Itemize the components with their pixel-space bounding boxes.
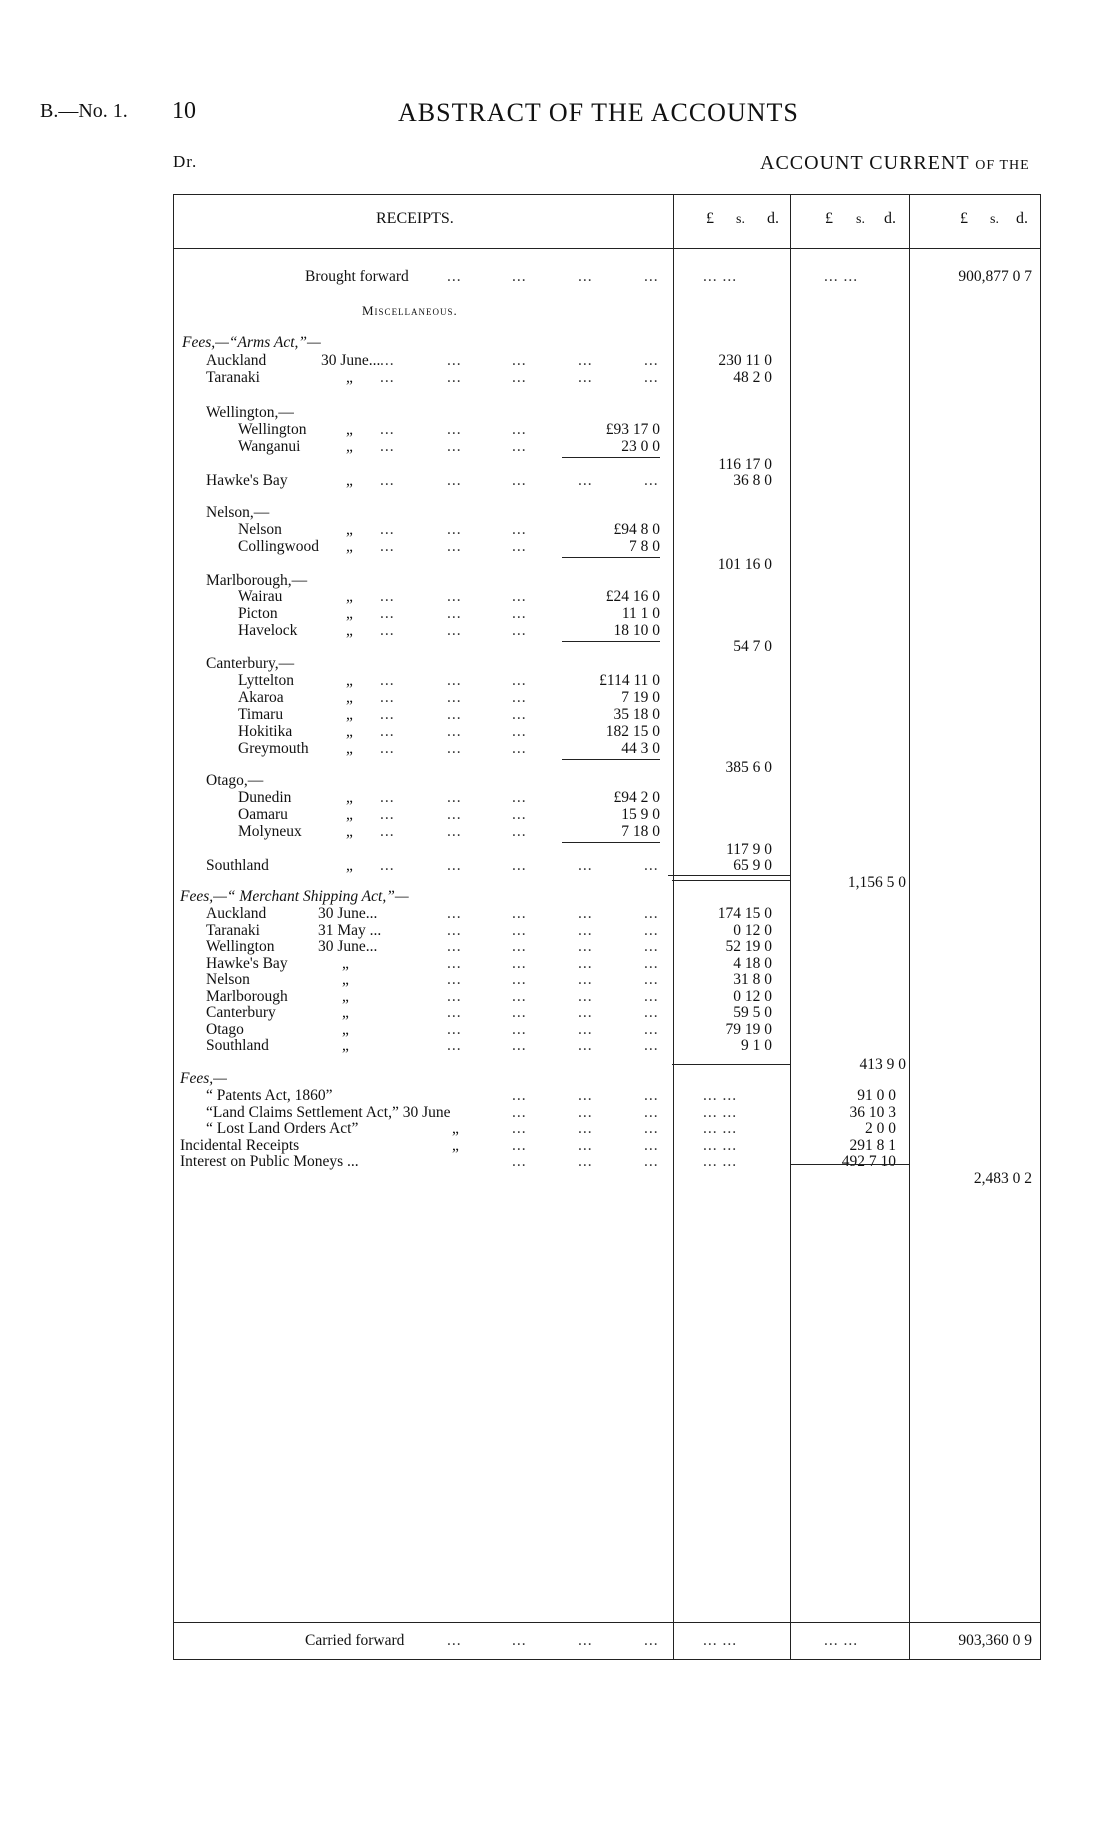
col3-pound-heading: £ bbox=[960, 210, 968, 227]
miscellaneous-heading: Miscellaneous. bbox=[362, 303, 458, 318]
cell: ... bbox=[447, 352, 462, 369]
cell: ... bbox=[512, 605, 527, 622]
group-item-amount: £94 2 0 bbox=[613, 789, 660, 806]
cell: ... ... bbox=[703, 1120, 738, 1137]
col3-pence-heading: d. bbox=[1016, 210, 1028, 227]
group-item-name: Wairau bbox=[238, 588, 283, 605]
southland-name: Southland bbox=[206, 857, 269, 874]
cell: „ bbox=[346, 740, 353, 757]
cell: ... bbox=[447, 823, 462, 840]
cell: ... bbox=[512, 706, 527, 723]
arms-row-amount: 48 2 0 bbox=[733, 369, 772, 386]
group-total: 385 6 0 bbox=[725, 759, 772, 776]
cell: ... bbox=[512, 723, 527, 740]
cell: ... bbox=[447, 605, 462, 622]
fee-row-amount: 2 0 0 bbox=[865, 1120, 896, 1137]
merchant-row-amount: 31 8 0 bbox=[733, 971, 772, 988]
cell: ... bbox=[512, 955, 527, 972]
cell: ... bbox=[380, 521, 395, 538]
cell: ... bbox=[380, 622, 395, 639]
cell: ... bbox=[644, 1104, 659, 1121]
merchant-row-date: „ bbox=[342, 1037, 349, 1054]
cell: ... bbox=[447, 438, 462, 455]
fee-row-date: „ bbox=[452, 1120, 459, 1137]
cell: ... ... bbox=[703, 1104, 738, 1121]
cell: ... bbox=[644, 955, 659, 972]
arms-row-name: Taranaki bbox=[206, 369, 260, 386]
cell: ... bbox=[512, 1021, 527, 1038]
cell: „ bbox=[346, 421, 353, 438]
arms-total-rule bbox=[672, 880, 790, 881]
fee-row-name: Interest on Public Moneys ... bbox=[180, 1153, 359, 1170]
cell: ... ... bbox=[703, 1087, 738, 1104]
merchant-row-name: Marlborough bbox=[206, 988, 288, 1005]
group-item-name: Wanganui bbox=[238, 438, 301, 455]
cell: ... bbox=[380, 740, 395, 757]
merchant-row-amount: 52 19 0 bbox=[725, 938, 772, 955]
group-item-name: Molyneux bbox=[238, 823, 302, 840]
cell: ... bbox=[447, 789, 462, 806]
fee-row-amount: 36 10 3 bbox=[849, 1104, 896, 1121]
carried-forward-label: Carried forward bbox=[305, 1632, 405, 1649]
fee-row-name: Incidental Receipts bbox=[180, 1137, 300, 1154]
cell: ... bbox=[512, 588, 527, 605]
group-total: 54 7 0 bbox=[733, 638, 772, 655]
cell: ... bbox=[644, 1087, 659, 1104]
cell: ... bbox=[512, 740, 527, 757]
merchant-row-date: „ bbox=[342, 1021, 349, 1038]
cell: ... bbox=[512, 823, 527, 840]
subtotal-rule bbox=[562, 557, 660, 558]
group-item-amount: 7 19 0 bbox=[621, 689, 660, 706]
cell: ... bbox=[447, 723, 462, 740]
cell: ... bbox=[512, 421, 527, 438]
cell: ... bbox=[380, 806, 395, 823]
cell: ... bbox=[512, 789, 527, 806]
cell: „ bbox=[346, 472, 353, 489]
group-item-name: Collingwood bbox=[238, 538, 319, 555]
cell: „ bbox=[346, 857, 353, 874]
cell: ... bbox=[380, 472, 395, 489]
cell: ... bbox=[512, 857, 527, 874]
cell: „ bbox=[346, 823, 353, 840]
fee-row-name: “ Lost Land Orders Act” bbox=[206, 1120, 359, 1137]
cell: ... bbox=[447, 672, 462, 689]
hawkes-bay-amount: 36 8 0 bbox=[733, 472, 772, 489]
hawkes-bay-name: Hawke's Bay bbox=[206, 472, 288, 489]
column-divider-3 bbox=[909, 194, 910, 1659]
merchant-row-name: Taranaki bbox=[206, 922, 260, 939]
cell: „ bbox=[346, 605, 353, 622]
cell: ... bbox=[644, 1004, 659, 1021]
group-heading: Wellington,— bbox=[206, 404, 294, 421]
cell: ... bbox=[380, 538, 395, 555]
cell: ... bbox=[380, 605, 395, 622]
cell: ... bbox=[380, 672, 395, 689]
merchant-row-date: „ bbox=[342, 971, 349, 988]
cell: „ bbox=[346, 521, 353, 538]
merchant-row-date: „ bbox=[342, 988, 349, 1005]
cell: ... bbox=[578, 1004, 593, 1021]
brought-forward-amount: 900,877 0 7 bbox=[958, 268, 1032, 285]
fee-row-amount: 492 7 10 bbox=[841, 1153, 896, 1170]
cell: ... ... bbox=[703, 1153, 738, 1170]
merchant-shipping-total: 413 9 0 bbox=[859, 1056, 906, 1073]
cell: ... bbox=[512, 438, 527, 455]
carried-forward-amount: 903,360 0 9 bbox=[958, 1632, 1032, 1649]
cell: ... bbox=[644, 922, 659, 939]
fee-row-name: “ Patents Act, 1860” bbox=[206, 1087, 333, 1104]
cell: ... bbox=[512, 1037, 527, 1054]
cell: ... bbox=[512, 971, 527, 988]
misc-total-rule bbox=[790, 1164, 909, 1165]
merchant-shipping-heading: Fees,—“ Merchant Shipping Act,”— bbox=[180, 888, 409, 905]
group-item-amount: £24 16 0 bbox=[605, 588, 660, 605]
merchant-row-amount: 0 12 0 bbox=[733, 988, 772, 1005]
cell: ... bbox=[380, 352, 395, 369]
group-item-amount: 18 10 0 bbox=[613, 622, 660, 639]
cell: ... bbox=[512, 622, 527, 639]
group-item-amount: £114 11 0 bbox=[599, 672, 660, 689]
cell: ... bbox=[578, 1021, 593, 1038]
cell: ... bbox=[380, 421, 395, 438]
cell: ... bbox=[578, 369, 593, 386]
cell: ... bbox=[578, 988, 593, 1005]
group-item-amount: £94 8 0 bbox=[613, 521, 660, 538]
cell: ... bbox=[578, 1137, 593, 1154]
miscellaneous-total: 2,483 0 2 bbox=[973, 1170, 1032, 1187]
arms-row-date: „ bbox=[346, 369, 353, 386]
page-title: ABSTRACT OF THE ACCOUNTS bbox=[398, 98, 799, 127]
subtotal-rule bbox=[562, 759, 660, 760]
cell: ... bbox=[380, 723, 395, 740]
footer-rule bbox=[173, 1622, 1040, 1623]
merchant-row-name: Otago bbox=[206, 1021, 244, 1038]
fee-row-amount: 91 0 0 bbox=[857, 1087, 896, 1104]
cell: ... bbox=[512, 1087, 527, 1104]
cell: „ bbox=[346, 538, 353, 555]
cell: „ bbox=[346, 806, 353, 823]
cell: ... bbox=[447, 857, 462, 874]
cell: ... bbox=[644, 988, 659, 1005]
col3-shilling-heading: s. bbox=[990, 212, 999, 227]
group-item-name: Lyttelton bbox=[238, 672, 294, 689]
cell: ... bbox=[512, 1137, 527, 1154]
document-reference: B.—No. 1. bbox=[40, 100, 128, 122]
cell: ... bbox=[578, 1120, 593, 1137]
cell: ... bbox=[512, 1153, 527, 1170]
group-total: 116 17 0 bbox=[718, 456, 772, 473]
cell: ... bbox=[578, 472, 593, 489]
merchant-row-name: Canterbury bbox=[206, 1004, 276, 1021]
merchant-row-name: Hawke's Bay bbox=[206, 955, 288, 972]
merchant-row-amount: 79 19 0 bbox=[725, 1021, 772, 1038]
cell: ... bbox=[512, 369, 527, 386]
arms-row-name: Auckland bbox=[206, 352, 267, 369]
cell: ... bbox=[447, 988, 462, 1005]
cell: ... bbox=[447, 369, 462, 386]
cell: „ bbox=[346, 588, 353, 605]
fees-heading: Fees,— bbox=[180, 1070, 227, 1087]
subtotal-rule bbox=[562, 842, 660, 843]
cell: ... bbox=[512, 472, 527, 489]
cell: ... bbox=[578, 971, 593, 988]
cell: ... bbox=[578, 1037, 593, 1054]
cell: ... bbox=[644, 971, 659, 988]
cell: ... bbox=[644, 938, 659, 955]
cell: ... bbox=[380, 789, 395, 806]
column-divider-1 bbox=[673, 194, 674, 1659]
cell: ... bbox=[644, 352, 659, 369]
group-item-name: Akaroa bbox=[238, 689, 284, 706]
cell: ... bbox=[380, 588, 395, 605]
cell: ... bbox=[447, 421, 462, 438]
cell: ... bbox=[512, 521, 527, 538]
cell: ... bbox=[447, 971, 462, 988]
cell: ... bbox=[512, 538, 527, 555]
cell: ... bbox=[512, 672, 527, 689]
cell: ... bbox=[447, 706, 462, 723]
cell: ... bbox=[447, 689, 462, 706]
cell: ... bbox=[512, 922, 527, 939]
cell: ... bbox=[578, 955, 593, 972]
arms-row-date: 30 June... bbox=[321, 352, 381, 369]
arms-act-heading: Fees,—“Arms Act,”— bbox=[182, 334, 321, 351]
merchant-row-date: 30 June... bbox=[318, 938, 378, 955]
cell: „ bbox=[346, 672, 353, 689]
fee-row-date: „ bbox=[452, 1137, 459, 1154]
cell: ... bbox=[447, 938, 462, 955]
cell: ... bbox=[447, 806, 462, 823]
col1-pound-heading: £ bbox=[706, 210, 714, 227]
group-item-amount: 182 15 0 bbox=[605, 723, 660, 740]
group-heading: Nelson,— bbox=[206, 504, 270, 521]
cell: ... bbox=[447, 905, 462, 922]
merchant-total-rule bbox=[672, 1064, 790, 1065]
column-divider-2 bbox=[790, 194, 791, 1659]
cell: „ bbox=[346, 723, 353, 740]
cell: ... bbox=[380, 369, 395, 386]
merchant-row-date: 30 June... bbox=[318, 905, 378, 922]
group-item-name: Nelson bbox=[238, 521, 282, 538]
group-item-name: Picton bbox=[238, 605, 278, 622]
group-heading: Canterbury,— bbox=[206, 655, 295, 672]
merchant-row-name: Wellington bbox=[206, 938, 275, 955]
merchant-row-date: 31 May ... bbox=[318, 922, 382, 939]
group-item-amount: 23 0 0 bbox=[621, 438, 660, 455]
merchant-row-date: „ bbox=[342, 955, 349, 972]
merchant-row-name: Auckland bbox=[206, 905, 267, 922]
debit-label: Dr. bbox=[173, 152, 198, 171]
receipts-table bbox=[173, 194, 1041, 1660]
subtotal-rule bbox=[562, 641, 660, 642]
cell: ... bbox=[644, 1021, 659, 1038]
group-item-name: Oamaru bbox=[238, 806, 288, 823]
arms-act-total: 1,156 5 0 bbox=[847, 874, 906, 891]
cell: ... bbox=[447, 1037, 462, 1054]
fee-row-amount: 291 8 1 bbox=[849, 1137, 896, 1154]
cell: ... bbox=[578, 1087, 593, 1104]
account-current-heading: ACCOUNT CURRENT OF THE bbox=[760, 152, 1030, 174]
group-item-amount: 11 1 0 bbox=[621, 605, 660, 622]
cell: ... bbox=[380, 689, 395, 706]
group-heading: Otago,— bbox=[206, 772, 264, 789]
arms-column-rule bbox=[668, 875, 790, 876]
arms-row-amount: 230 11 0 bbox=[718, 352, 772, 369]
header-rule bbox=[173, 248, 1040, 249]
cell: ... bbox=[578, 352, 593, 369]
cell: ... bbox=[578, 938, 593, 955]
cell: ... bbox=[447, 955, 462, 972]
cell: ... bbox=[512, 1120, 527, 1137]
cell: ... bbox=[447, 588, 462, 605]
merchant-row-name: Nelson bbox=[206, 971, 250, 988]
group-item-name: Hokitika bbox=[238, 723, 293, 740]
cell: „ bbox=[346, 706, 353, 723]
brought-forward-label: Brought forward bbox=[305, 268, 409, 285]
southland-amount: 65 9 0 bbox=[733, 857, 772, 874]
group-total: 117 9 0 bbox=[726, 841, 772, 858]
cell: ... bbox=[644, 369, 659, 386]
cell: ... ... bbox=[703, 1137, 738, 1154]
cell: ... bbox=[512, 938, 527, 955]
cell: ... bbox=[447, 472, 462, 489]
cell: ... bbox=[447, 521, 462, 538]
merchant-row-amount: 174 15 0 bbox=[717, 905, 772, 922]
group-item-amount: 7 18 0 bbox=[621, 823, 660, 840]
cell: ... bbox=[380, 857, 395, 874]
cell: ... bbox=[578, 857, 593, 874]
cell: ... bbox=[447, 1021, 462, 1038]
cell: ... bbox=[644, 1037, 659, 1054]
cell: ... bbox=[644, 905, 659, 922]
cell: „ bbox=[346, 789, 353, 806]
cell: ... bbox=[512, 689, 527, 706]
cell: „ bbox=[346, 622, 353, 639]
cell: ... bbox=[447, 1004, 462, 1021]
col1-pence-heading: d. bbox=[767, 210, 779, 227]
group-item-amount: 44 3 0 bbox=[621, 740, 660, 757]
cell: ... bbox=[512, 905, 527, 922]
group-item-name: Greymouth bbox=[238, 740, 309, 757]
page-number: 10 bbox=[172, 98, 196, 124]
merchant-row-date: „ bbox=[342, 1004, 349, 1021]
cell: ... bbox=[644, 1153, 659, 1170]
merchant-row-amount: 0 12 0 bbox=[733, 922, 772, 939]
merchant-row-amount: 9 1 0 bbox=[741, 1037, 772, 1054]
cell: ... bbox=[512, 988, 527, 1005]
cell: ... bbox=[644, 1137, 659, 1154]
group-item-name: Wellington bbox=[238, 421, 307, 438]
col2-pence-heading: d. bbox=[884, 210, 896, 227]
cell: ... bbox=[447, 538, 462, 555]
receipts-column-heading: RECEIPTS. bbox=[376, 210, 454, 227]
group-item-amount: 7 8 0 bbox=[629, 538, 660, 555]
cell: ... bbox=[447, 622, 462, 639]
group-item-name: Dunedin bbox=[238, 789, 292, 806]
merchant-row-amount: 4 18 0 bbox=[733, 955, 772, 972]
group-total: 101 16 0 bbox=[717, 556, 772, 573]
cell: ... bbox=[512, 352, 527, 369]
cell: ... bbox=[578, 922, 593, 939]
cell: „ bbox=[346, 689, 353, 706]
col1-shilling-heading: s. bbox=[736, 212, 745, 227]
cell: ... bbox=[447, 922, 462, 939]
subtotal-rule bbox=[562, 457, 660, 458]
group-item-name: Havelock bbox=[238, 622, 298, 639]
cell: ... bbox=[578, 905, 593, 922]
cell: ... bbox=[578, 1153, 593, 1170]
group-heading: Marlborough,— bbox=[206, 572, 308, 589]
merchant-row-name: Southland bbox=[206, 1037, 269, 1054]
group-item-amount: 35 18 0 bbox=[613, 706, 660, 723]
fee-row-name: “Land Claims Settlement Act,” 30 June bbox=[206, 1104, 451, 1121]
cell: ... bbox=[644, 857, 659, 874]
cell: ... bbox=[644, 1120, 659, 1137]
group-item-amount: 15 9 0 bbox=[621, 806, 660, 823]
cell: ... bbox=[380, 438, 395, 455]
cell: „ bbox=[346, 438, 353, 455]
cell: ... bbox=[512, 1104, 527, 1121]
cell: ... bbox=[644, 472, 659, 489]
cell: ... bbox=[512, 1004, 527, 1021]
col2-pound-heading: £ bbox=[825, 210, 833, 227]
cell: ... bbox=[380, 706, 395, 723]
cell: ... bbox=[447, 740, 462, 757]
cell: ... bbox=[380, 823, 395, 840]
group-item-amount: £93 17 0 bbox=[605, 421, 660, 438]
col2-shilling-heading: s. bbox=[856, 212, 865, 227]
cell: ... bbox=[578, 1104, 593, 1121]
group-item-name: Timaru bbox=[238, 706, 284, 723]
merchant-row-amount: 59 5 0 bbox=[733, 1004, 772, 1021]
cell: ... bbox=[512, 806, 527, 823]
